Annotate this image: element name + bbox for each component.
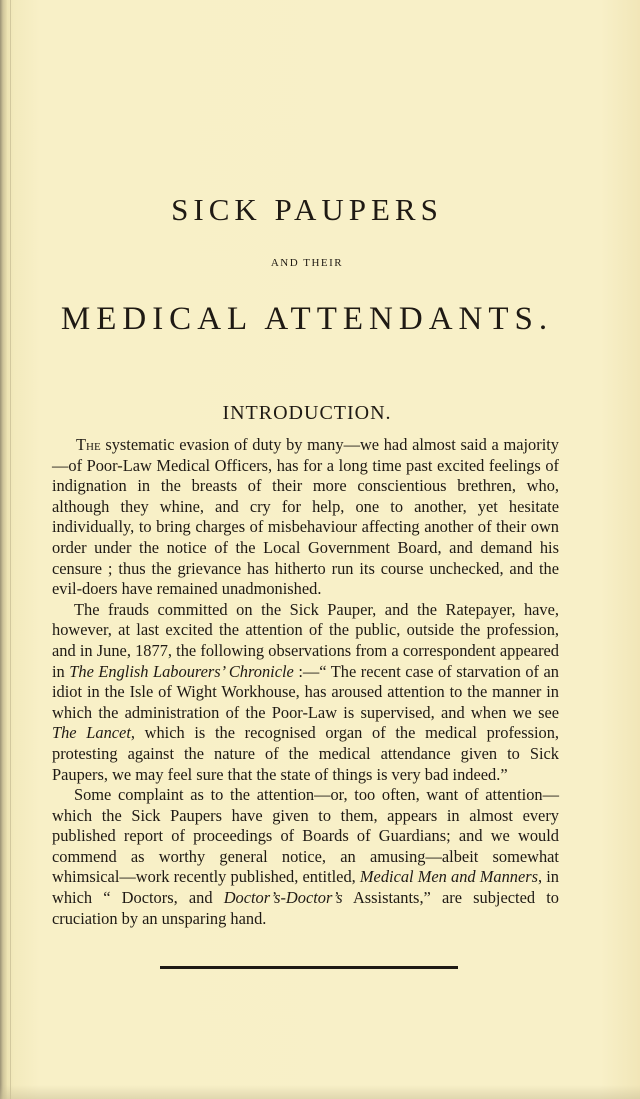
paragraph-3 xyxy=(52,785,559,929)
paragraph-text: , in which “ Doctors, and xyxy=(52,867,559,908)
title-connector: AND THEIR xyxy=(270,257,344,269)
paragraph-text: :—“ The recent case of starvation of an idiot in the Isle of Wight Workhouse, has aroused attention to the manner in which the administration of the Poor-Law is supervised, and when we see xyxy=(52,661,559,722)
section-heading: INTRODUCTION. xyxy=(222,402,392,424)
paragraph-text: Assistants,” are subjected to cruciation by an unsparing hand. xyxy=(52,888,559,928)
paragraph-lead-word: The xyxy=(76,435,101,454)
section-end-rule xyxy=(160,966,458,969)
page-bottom-shadow xyxy=(0,1085,640,1099)
paragraph-text: The frauds committed on the Sick Pauper, and the Ratepayer, have, however, at last excited the attention of the public, outside the profession, and in June, 1877, the following observations from a correspondent appeared in xyxy=(52,599,559,681)
paragraph-1 xyxy=(52,435,559,600)
publication-title: The Lancet xyxy=(52,723,131,743)
binding-line xyxy=(10,0,11,1099)
paragraph-text: , which is the recognised organ of the medical profession, protesting against the nature of the medical attendance given to Sick Paupers, we may feel sure that the state of things is very bad indeed.” xyxy=(52,723,559,784)
italic-term: Doctor’s-Doctor’s xyxy=(223,888,343,908)
paragraph-text: Some complaint as to the attention—or, too often, want of attention—which the Sick Paupers have given to them, appears in almost every published report of proceedings of Boards of Guardians; and we would commend as worthy general notice, an amusing—albeit somewhat whimsical—work recently published, entitled, xyxy=(52,785,559,887)
page-subtitle: MEDICAL ATTENDANTS. xyxy=(60,301,554,337)
paragraph-2 xyxy=(52,600,559,785)
binding-edge xyxy=(0,0,7,1099)
body-text xyxy=(52,435,559,929)
paragraph-text: systematic evasion of duty by many—we had almost said a majority—of Poor-Law Medical Officers, has for a long time past excited feelings of indignation in the breasts of their more conscientious brethren, who, although they whine, and cry for help, one to another, yet hesitate individually, to bring charges of misbehaviour affecting another of their own order under the notice of the Local Government Board, and demand his censure ; thus the grievance has hitherto run its course unchecked, and the evil-doers have remained unadmonished. xyxy=(52,435,559,599)
publication-title: The English Labourers’ Chronicle xyxy=(69,661,294,681)
page-title: SICK PAUPERS xyxy=(171,192,443,227)
publication-title: Medical Men and Manners xyxy=(359,867,538,887)
